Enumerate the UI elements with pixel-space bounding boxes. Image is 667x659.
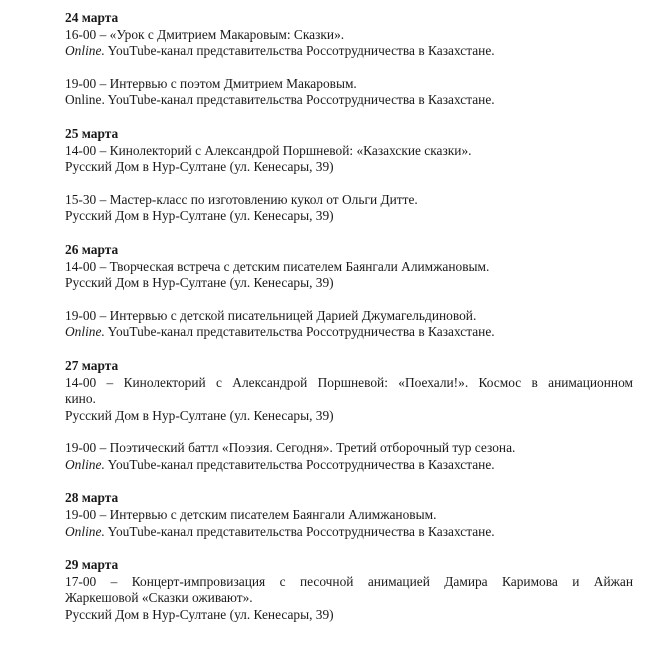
event-description-continued: Жаркешовой «Сказки оживают». [65, 590, 253, 606]
day-block [65, 126, 633, 225]
event-venue: Русский Дом в Нур-Султане (ул. Кенесары, 39) [65, 607, 334, 623]
event-description: 16-00 – «Урок с Дмитрием Макаровым: Сказки». [65, 26, 345, 42]
day-date: 28 марта [65, 490, 119, 506]
online-label: Online. [65, 43, 105, 59]
event-description-continued: кино. [65, 391, 96, 407]
event-description: 14-00 – Творческая встреча с детским писателем Баянгали Алимжановым. [65, 258, 490, 274]
event-venue: Русский Дом в Нур-Султане (ул. Кенесары, 39) [65, 208, 334, 224]
event-venue: Русский Дом в Нур-Султане (ул. Кенесары, 39) [65, 407, 334, 423]
day-block [65, 490, 633, 540]
event-description: 19-00 – Интервью с детским писателем Баянгали Алимжановым. [65, 507, 437, 523]
event-item [65, 507, 633, 540]
online-label: Online. [65, 523, 105, 539]
day-block [65, 358, 633, 474]
event-venue: Русский Дом в Нур-Султане (ул. Кенесары, 39) [65, 275, 334, 291]
online-label: Online. [65, 456, 105, 472]
event-description: 19-00 – Интервью с детской писательницей Дарией Джумагельдиновой. [65, 307, 477, 323]
event-item [65, 259, 633, 292]
schedule-document [65, 10, 633, 641]
venue-text: YouTube-канал представительства Россотрудничества в Казахстане. [104, 456, 495, 472]
venue-text: YouTube-канал представительства Россотрудничества в Казахстане. [104, 523, 495, 539]
event-item [65, 308, 633, 341]
event-venue [65, 524, 633, 541]
event-venue: Русский Дом в Нур-Султане (ул. Кенесары, 39) [65, 159, 334, 175]
online-label: Online. [65, 324, 105, 340]
event-venue [65, 457, 633, 474]
venue-text: YouTube-канал представительства Россотрудничества в Казахстане. [104, 324, 495, 340]
day-block [65, 10, 633, 109]
event-description: 15-30 – Мастер-класс по изготовлению кукол от Ольги Дитте. [65, 191, 418, 207]
day-block [65, 242, 633, 341]
event-description: 19-00 – Поэтический баттл «Поэзия. Сегодня». Третий отборочный тур сезона. [65, 440, 516, 456]
day-date: 26 марта [65, 241, 119, 257]
event-description: 19-00 – Интервью с поэтом Дмитрием Макаровым. [65, 75, 357, 91]
event-item [65, 375, 633, 425]
event-item [65, 143, 633, 176]
event-description: 17-00 – Концерт-импровизация с песочной анимацией Дамира Каримова и Айжан [65, 573, 633, 589]
event-item [65, 192, 633, 225]
event-item [65, 27, 633, 60]
event-description: 14-00 – Кинолекторий с Александрой Поршневой: «Поехали!». Космос в анимационном [65, 374, 633, 390]
day-date: 27 марта [65, 357, 119, 373]
day-date: 29 марта [65, 557, 119, 573]
event-description: 14-00 – Кинолекторий с Александрой Поршневой: «Казахские сказки». [65, 142, 472, 158]
event-venue [65, 43, 633, 60]
event-item [65, 440, 633, 473]
day-date: 25 марта [65, 125, 119, 141]
event-venue [65, 324, 633, 341]
venue-text: YouTube-канал представительства Россотрудничества в Казахстане. [104, 92, 495, 108]
venue-text: YouTube-канал представительства Россотрудничества в Казахстане. [104, 43, 495, 59]
day-block [65, 557, 633, 623]
event-item [65, 76, 633, 109]
event-item [65, 574, 633, 624]
day-date: 24 марта [65, 10, 119, 25]
event-venue [65, 92, 633, 109]
online-label: Online. [65, 92, 105, 108]
